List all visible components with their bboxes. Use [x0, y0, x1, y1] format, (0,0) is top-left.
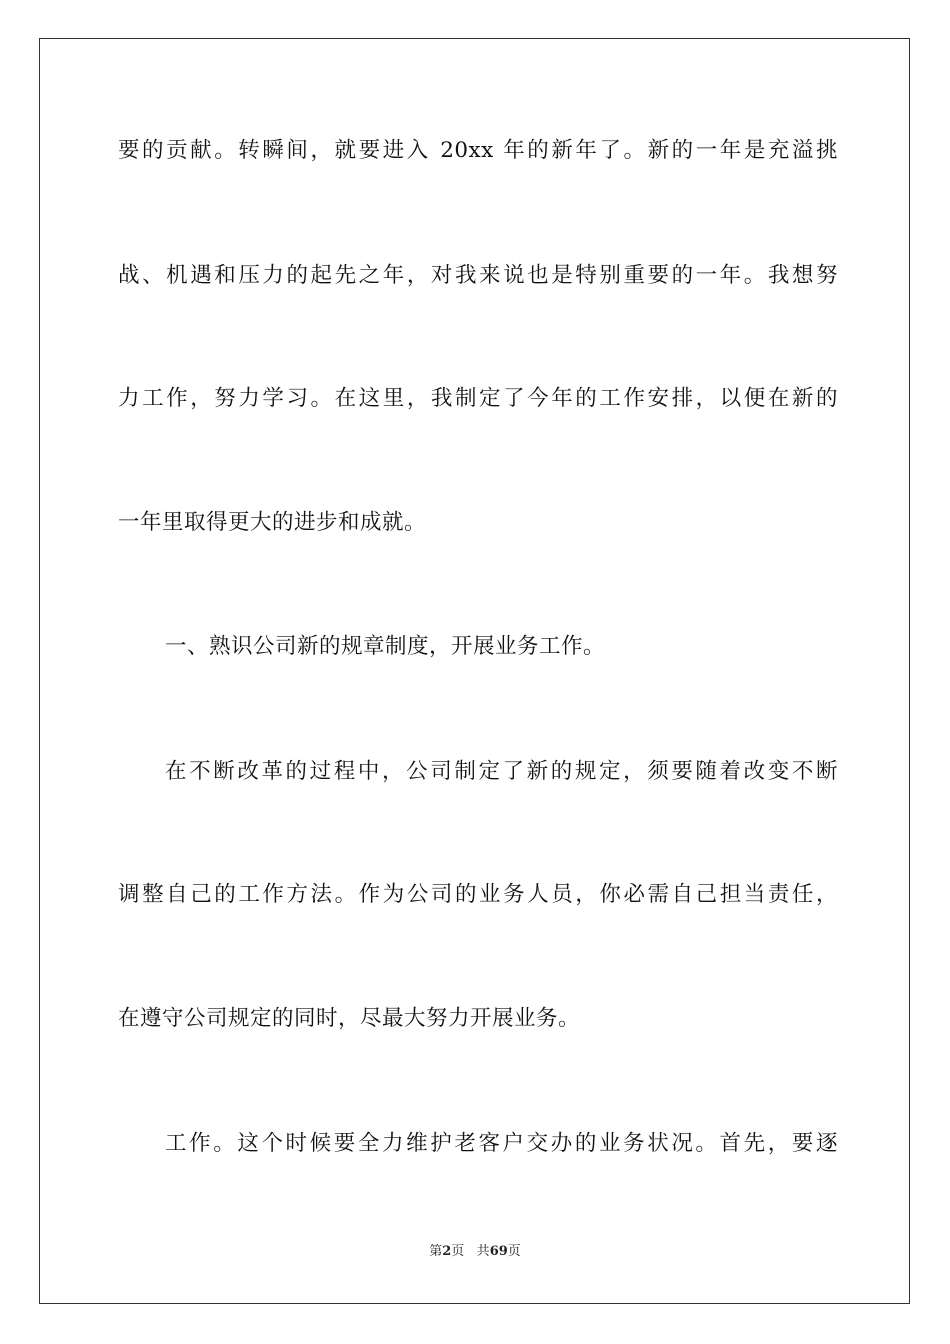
page-footer — [0, 1243, 950, 1261]
section-heading: 一、熟识公司新的规章制度，开展业务工作。 — [165, 634, 606, 659]
body-line-2: 战、机遇和压力的起先之年，对我来说也是特别重要的一年。我想努 — [118, 263, 838, 288]
page-number: 2 — [442, 1244, 452, 1259]
body-line-1: 要的贡献。转瞬间，就要进入 20xx 年的新年了。新的一年是充溢挑 — [118, 138, 838, 163]
total-suffix: 页 — [507, 1244, 521, 1259]
body-line-8: 在遵守公司规定的同时，尽最大努力开展业务。 — [118, 1006, 581, 1031]
body-line-3: 力工作，努力学习。在这里，我制定了今年的工作安排，以便在新的 — [118, 386, 838, 411]
body-line-7: 调整自己的工作方法。作为公司的业务人员，你必需自己担当责任， — [118, 882, 838, 907]
body-line-6: 在不断改革的过程中，公司制定了新的规定，须要随着改变不断 — [165, 759, 838, 784]
page-suffix: 页 — [451, 1244, 465, 1259]
total-pages: 69 — [489, 1244, 508, 1259]
body-line-9: 工作。这个时候要全力维护老客户交办的业务状况。首先，要逐 — [165, 1131, 838, 1156]
page-prefix: 第 — [429, 1244, 443, 1259]
body-line-4: 一年里取得更大的进步和成就。 — [118, 510, 427, 535]
total-prefix: 共 — [476, 1244, 490, 1259]
page-border — [39, 38, 910, 1304]
